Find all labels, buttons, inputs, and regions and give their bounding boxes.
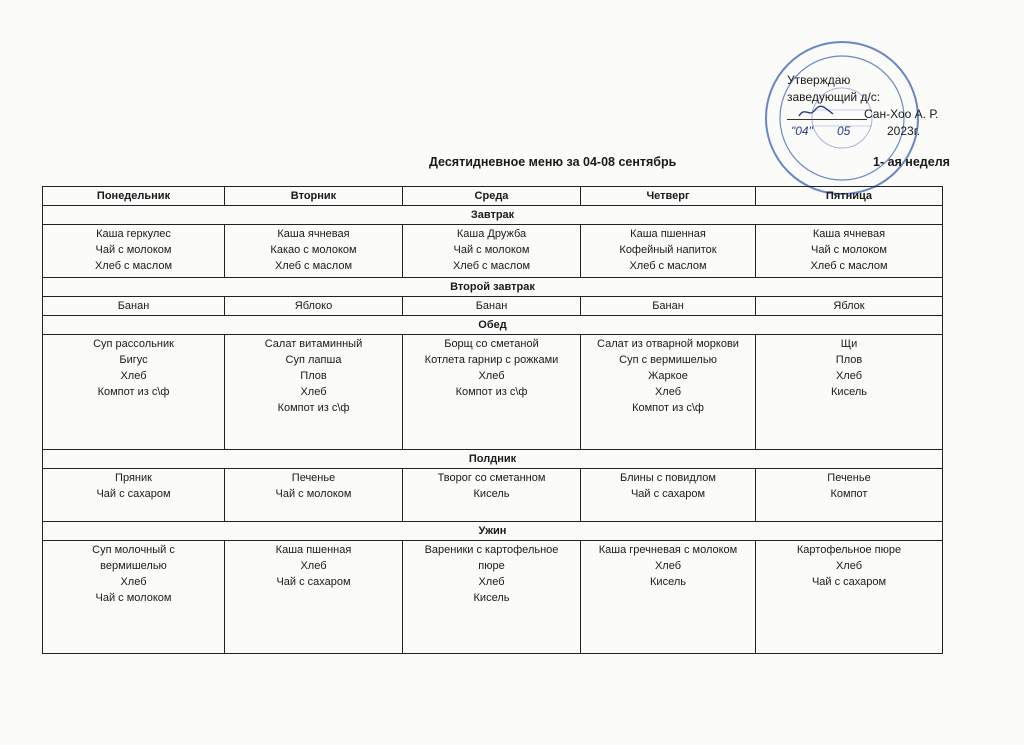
menu-row bbox=[43, 297, 943, 316]
dish-item: Бигус bbox=[119, 354, 148, 366]
menu-cell bbox=[756, 297, 943, 316]
signature-icon bbox=[797, 104, 837, 120]
dish-item: Хлеб с маслом bbox=[629, 260, 707, 272]
menu-cell bbox=[225, 335, 403, 450]
day-header: Пятница bbox=[756, 187, 943, 206]
dish-item: Каша Дружба bbox=[456, 228, 527, 240]
section-header-row bbox=[43, 278, 943, 297]
dish-item: Чай с молоком bbox=[95, 244, 172, 256]
dish-item: Суп с вермишелью bbox=[619, 354, 717, 366]
menu-cell bbox=[403, 297, 581, 316]
section-title: Полдник bbox=[43, 450, 943, 469]
dish-item: Хлеб с маслом bbox=[810, 260, 888, 272]
menu-cell bbox=[225, 225, 403, 278]
dish-item: Печенье bbox=[827, 472, 871, 484]
dish-item: Суп молочный с bbox=[92, 544, 175, 556]
dish-item: Компот из с\ф bbox=[97, 386, 170, 398]
menu-row bbox=[43, 541, 943, 654]
dish-item: Банан bbox=[117, 300, 150, 312]
approver-name: Сан-Хоо А. Р. bbox=[864, 107, 939, 121]
menu-cell bbox=[403, 335, 581, 450]
menu-cell bbox=[225, 541, 403, 654]
menu-cell bbox=[581, 541, 756, 654]
dish-item: Хлеб bbox=[835, 370, 863, 382]
dish-item: Плов bbox=[300, 370, 327, 382]
dish-item: Компот из с\ф bbox=[632, 402, 704, 414]
dish-item: Кисель bbox=[473, 488, 510, 500]
approval-position: заведующий д/с: bbox=[787, 90, 881, 104]
dish-item: Хлеб bbox=[300, 560, 327, 572]
menu-row bbox=[43, 335, 943, 450]
dish-item: Банан bbox=[652, 300, 684, 312]
approval-date bbox=[787, 123, 977, 140]
dish-item: Каша пшенная bbox=[630, 228, 706, 240]
dish-item: Хлеб с маслом bbox=[452, 260, 531, 272]
dish-item: Котлета гарнир с рожками bbox=[424, 354, 559, 366]
menu-cell bbox=[43, 335, 225, 450]
section-title: Второй завтрак bbox=[43, 278, 943, 297]
dish-item: Чай с сахаром bbox=[811, 576, 887, 588]
dish-item: Банан bbox=[475, 300, 508, 312]
dish-item: Хлеб bbox=[300, 386, 327, 398]
menu-cell bbox=[756, 469, 943, 522]
signature-row bbox=[787, 106, 977, 123]
day-header: Понедельник bbox=[43, 187, 225, 206]
dish-item: Суп рассольник bbox=[93, 338, 174, 350]
approval-heading: Утверждаю bbox=[787, 73, 851, 87]
dish-item: Каша геркулес bbox=[96, 228, 171, 240]
dish-item: Хлеб bbox=[835, 560, 863, 572]
section-title: Обед bbox=[43, 316, 943, 335]
dish-item: Хлеб с маслом bbox=[94, 260, 173, 272]
dish-item: Чай с молоком bbox=[811, 244, 887, 256]
dish-item: Кисель bbox=[473, 592, 510, 604]
dish-item: Хлеб bbox=[478, 576, 505, 588]
dish-item: Салат из отварной моркови bbox=[597, 338, 739, 350]
dish-item: Творог со сметанном bbox=[437, 472, 546, 484]
dish-item: Компот bbox=[830, 488, 868, 500]
menu-cell bbox=[225, 297, 403, 316]
dish-item: вермишелью bbox=[100, 560, 167, 572]
section-header-row bbox=[43, 206, 943, 225]
menu-cell bbox=[225, 469, 403, 522]
dish-item: Компот из с\ф bbox=[277, 402, 350, 414]
dish-item: Пряник bbox=[115, 472, 152, 484]
section-header-row bbox=[43, 522, 943, 541]
day-header: Четверг bbox=[581, 187, 756, 206]
menu-cell bbox=[581, 297, 756, 316]
dish-item: Какао с молоком bbox=[270, 244, 357, 256]
section-title: Завтрак bbox=[43, 206, 943, 225]
section-header-row bbox=[43, 450, 943, 469]
dish-item: Яблоко bbox=[294, 300, 333, 312]
menu-cell bbox=[403, 541, 581, 654]
menu-table bbox=[42, 186, 943, 654]
dish-item: Жаркое bbox=[648, 370, 688, 382]
dish-item: Каша ячневая bbox=[277, 228, 350, 240]
dish-item: Чай с сахаром bbox=[630, 488, 706, 500]
header-row bbox=[43, 187, 943, 206]
menu-cell bbox=[43, 469, 225, 522]
dish-item: Яблок bbox=[833, 300, 865, 312]
dish-item: Чай с сахаром bbox=[276, 576, 351, 588]
dish-item: Каша пшенная bbox=[275, 544, 352, 556]
dish-item: Салат витаминный bbox=[264, 338, 363, 350]
day-header: Среда bbox=[403, 187, 581, 206]
dish-item: Хлеб с маслом bbox=[274, 260, 353, 272]
dish-item: Чай с молоком bbox=[275, 488, 352, 500]
dish-item: Борщ со сметаной bbox=[444, 338, 539, 350]
menu-body bbox=[43, 206, 943, 654]
dish-item: Каша ячневая bbox=[812, 228, 886, 240]
dish-item: Компот из с\ф bbox=[455, 386, 528, 398]
menu-cell bbox=[43, 541, 225, 654]
menu-row bbox=[43, 469, 943, 522]
menu-cell bbox=[581, 335, 756, 450]
dish-item: Чай с молоком bbox=[95, 592, 172, 604]
menu-cell bbox=[403, 225, 581, 278]
dish-item: Хлеб bbox=[654, 386, 682, 398]
date-year: 2023г. bbox=[887, 124, 920, 138]
signature-line bbox=[787, 119, 867, 120]
menu-cell bbox=[756, 541, 943, 654]
dish-item: Хлеб bbox=[478, 370, 505, 382]
dish-item: Чай с молоком bbox=[453, 244, 530, 256]
menu-cell bbox=[43, 297, 225, 316]
date-month: 05 bbox=[837, 124, 851, 138]
dish-item: Чай с сахаром bbox=[96, 488, 171, 500]
approval-block bbox=[787, 72, 977, 140]
dish-item: Печенье bbox=[291, 472, 336, 484]
dish-item: Каша гречневая с молоком bbox=[598, 544, 738, 556]
dish-item: Хлеб bbox=[654, 560, 682, 572]
section-header-row bbox=[43, 316, 943, 335]
dish-item: Хлеб bbox=[120, 576, 147, 588]
menu-cell bbox=[756, 335, 943, 450]
menu-cell bbox=[581, 469, 756, 522]
dish-item: Щи bbox=[840, 338, 858, 350]
menu-cell bbox=[756, 225, 943, 278]
section-title: Ужин bbox=[43, 522, 943, 541]
dish-item: Плов bbox=[835, 354, 863, 366]
dish-item: Блины с повидлом bbox=[620, 472, 716, 484]
day-header: Вторник bbox=[225, 187, 403, 206]
menu-cell bbox=[581, 225, 756, 278]
menu-cell bbox=[403, 469, 581, 522]
dish-item: Картофельное пюре bbox=[796, 544, 902, 556]
menu-cell bbox=[43, 225, 225, 278]
menu-row bbox=[43, 225, 943, 278]
dish-item: Вареники с картофельное bbox=[424, 544, 559, 556]
page-title: Десятидневное меню за 04-08 сентябрь bbox=[429, 155, 677, 169]
dish-item: Кисель bbox=[831, 386, 867, 398]
dish-item: Кофейный напиток bbox=[619, 244, 717, 256]
dish-item: пюре bbox=[478, 560, 505, 572]
dish-item: Суп лапша bbox=[285, 354, 342, 366]
dish-item: Хлеб bbox=[120, 370, 147, 382]
week-label: 1- ая неделя bbox=[873, 155, 950, 169]
date-day: "04" bbox=[791, 124, 813, 138]
dish-item: Кисель bbox=[650, 576, 686, 588]
